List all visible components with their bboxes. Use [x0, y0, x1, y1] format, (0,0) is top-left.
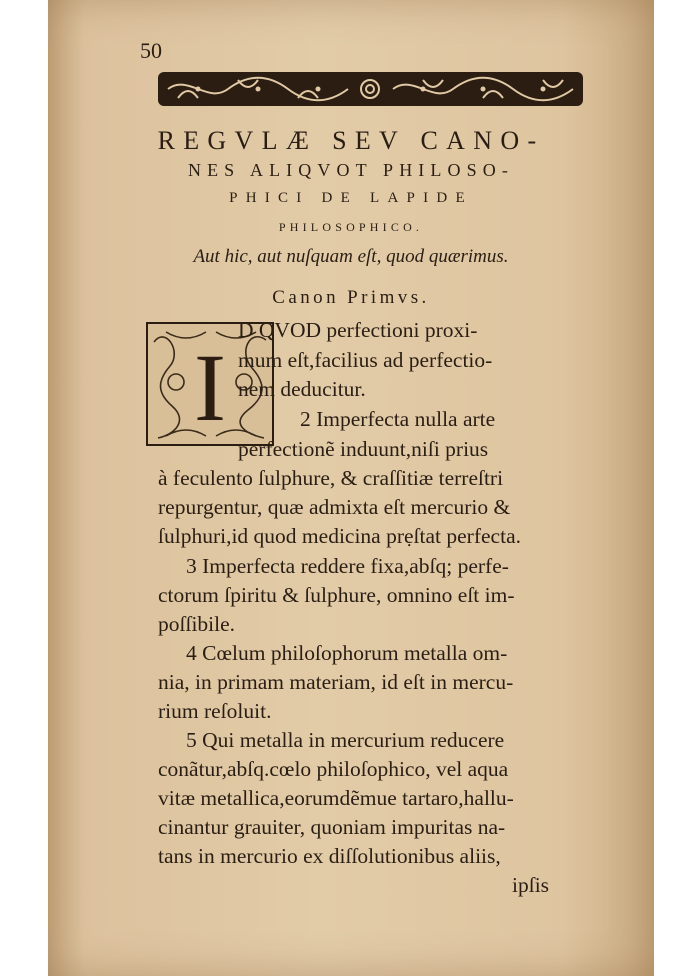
motto: Aut hic, aut nuſquam eſt, quod quærimus. [193, 246, 509, 267]
text-line: poſſibile. [158, 612, 236, 636]
section-heading: Canon Primvs. [272, 287, 430, 308]
title-line-1: REGVLÆ SEV CANO- [157, 126, 545, 155]
text-line: conãtur,abſq.cœlo philoſophico, vel aqua [158, 757, 509, 781]
title-line-3: PHICI DE LAPIDE [229, 190, 473, 206]
ornamental-headpiece [158, 68, 583, 110]
title-line-4: PHILOSOPHICO. [278, 220, 424, 234]
page-number: 50 [140, 38, 162, 63]
initial-letter-glyph: I [194, 334, 226, 441]
text-line: tans in mercurio ex diſſolutionibus aliis, [158, 844, 501, 868]
text-line: perfectionẽ induunt,niſi prius [238, 437, 489, 461]
text-line: mum eſt,facilius ad perfectio- [238, 348, 493, 372]
text-line: nia, in primam materiam, id eſt in mercu- [158, 670, 514, 694]
text-line: à feculento ſulphure, & craſſitiæ terreſtri [158, 466, 504, 490]
text-line: D QVOD perfectioni proxi- [238, 318, 478, 342]
text-line: rium reſoluit. [158, 699, 272, 723]
text-line: repurgentur, quæ admixta eſt mercurio & [158, 495, 511, 519]
text-line: vitæ metallica,eorumdẽmue tartaro,hallu- [158, 786, 514, 810]
text-line: 4 Cœlum philoſophorum metalla om- [186, 641, 508, 665]
text-line: ipſis [512, 873, 550, 897]
text-line: cinantur grauiter, quoniam impuritas na- [158, 815, 506, 839]
text-line: 3 Imperfecta reddere fixa,abſq; perfe- [186, 554, 509, 578]
text-line: 2 Imperfecta nulla arte [300, 407, 496, 431]
book-page [48, 0, 654, 976]
text-line: 5 Qui metalla in mercurium reducere [186, 728, 505, 752]
title-line-2: NES ALIQVOT PHILOSO- [187, 160, 515, 180]
text-line: nem deducitur. [238, 377, 366, 401]
text-line: ſulphuri,id quod medicina prẹſtat perfecta. [158, 524, 521, 548]
text-line: ctorum ſpiritu & ſulphure, omnino eſt im- [158, 583, 515, 607]
